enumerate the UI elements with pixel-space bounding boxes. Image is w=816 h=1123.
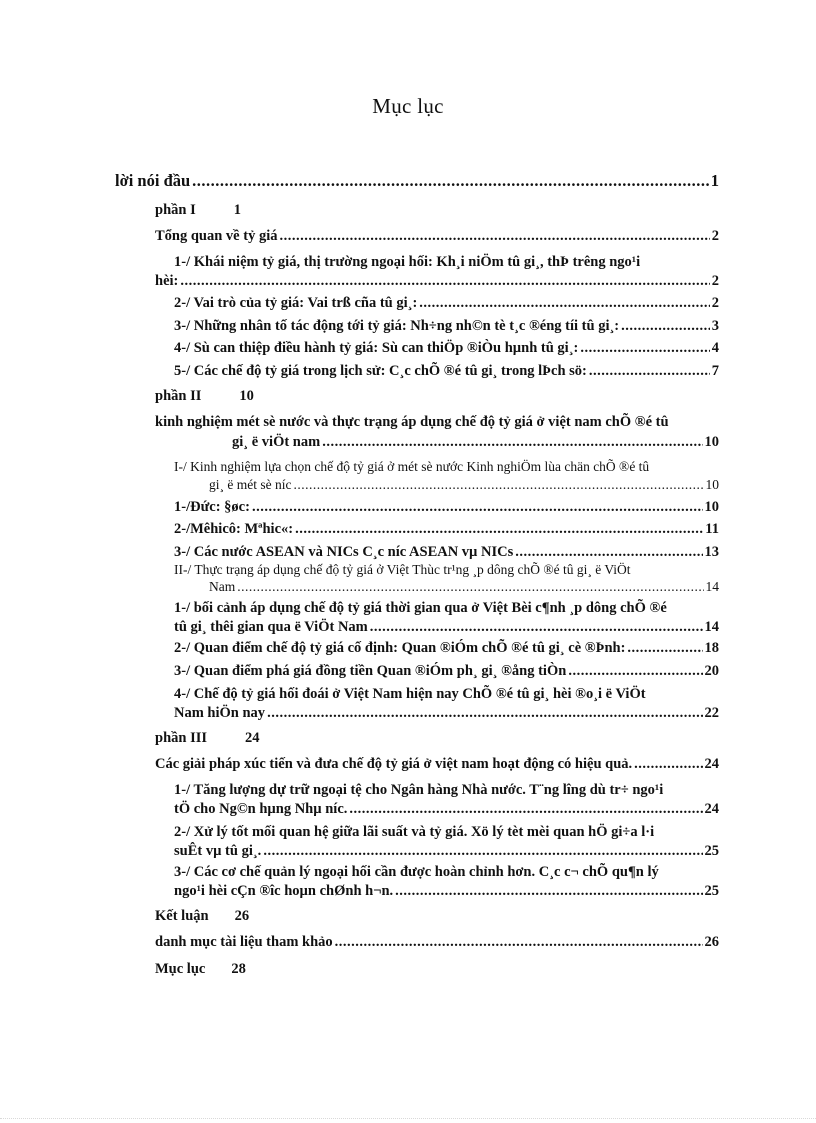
toc-entry-text: phần II	[155, 388, 202, 404]
toc-entry-text: 1-/ bối cảnh áp dụng chế độ tỷ giá thời gian qua ở Việt Bèi c¶nh ¸p dông chÕ ®é	[174, 600, 667, 616]
toc-page-number: 24	[704, 756, 719, 772]
dot-leader	[621, 315, 710, 337]
toc-page-number: 26	[704, 934, 719, 950]
dot-leader	[634, 753, 702, 775]
page-bottom-border	[0, 1118, 816, 1119]
dot-leader	[335, 931, 703, 953]
dot-leader	[419, 292, 709, 314]
toc-entry-text: 3-/ Những nhân tố tác động tới tỷ giá: Nh÷ng nh©n tè t¸c ®éng tíi tû gi¸:	[174, 318, 620, 334]
toc-entry-text: 2-/ Xử lý tốt mối quan hệ giữa lãi suất và tỷ giá. Xö lý tèt mèi quan hÖ gi÷a l·i	[174, 824, 655, 840]
dot-leader	[370, 616, 703, 638]
toc-page-number: 2	[711, 273, 719, 289]
toc-entry-text: Tổng quan về tỷ giá	[155, 228, 278, 244]
toc-entry-p2-II-4-cont[interactable]	[174, 702, 719, 724]
toc-entry-p3-1-cont[interactable]	[174, 798, 719, 820]
toc-entry-p2-title-cont[interactable]	[232, 431, 719, 453]
toc-entry-text: lời nói đầu	[115, 171, 191, 190]
page-title: Mục lục	[372, 94, 444, 118]
dot-leader	[580, 337, 709, 359]
dot-leader	[252, 496, 703, 518]
toc-entry-text: kinh nghiệm mét sè nước và thực trạng áp dụng chế độ tỷ giá ở việt nam chÕ ®é tû	[155, 414, 669, 430]
toc-page-number: 10	[704, 499, 719, 515]
dot-leader	[180, 270, 709, 292]
toc-entry-p1-1-cont[interactable]	[155, 270, 719, 292]
toc-entry-conclusion[interactable]	[155, 905, 719, 927]
dot-leader	[349, 798, 702, 820]
dot-leader	[589, 360, 710, 382]
toc-entry-text: 2-/ Vai trò của tỷ giá: Vai trß cña tû gi¸:	[174, 295, 418, 311]
toc-entry-p1-5[interactable]	[174, 360, 719, 382]
toc-entry-text: Nam hiÖn nay	[174, 705, 266, 721]
toc-entry-p2-II-2[interactable]	[174, 637, 719, 659]
toc-entry-text: 3-/ Quan điểm phá giá đồng tiền Quan ®iÓm ph¸ gi¸ ®ång tiÒn	[174, 663, 567, 679]
toc-page-number: 10	[704, 434, 719, 450]
toc-entry-p2-II-cont[interactable]	[209, 576, 719, 598]
dot-leader	[627, 637, 702, 659]
toc-page-number: 1	[710, 171, 719, 190]
toc-page-number: 7	[711, 363, 719, 379]
toc-entry-p2-II-3[interactable]	[174, 660, 719, 682]
toc-entry-toc[interactable]	[155, 958, 719, 980]
toc-entry-text: 1-/ Khái niệm tỷ giá, thị trường ngoại hối: Kh¸i niÖm tû gi¸, thÞ trêng ngo¹i	[174, 254, 641, 270]
toc-entry-text: 5-/ Các chế độ tỷ giá trong lịch sử: C¸c chÕ ®é tû gi¸ trong lÞch sö:	[174, 363, 587, 379]
dot-leader	[322, 431, 702, 453]
toc-entry-preface[interactable]	[115, 170, 719, 192]
toc-entry-p2-2[interactable]	[174, 518, 719, 540]
toc-entry-text: 4-/ Chế độ tỷ giá hối đoái ở Việt Nam hiện nay ChÕ ®é tû gi¸ hèi ®o¸i ë ViÖt	[174, 686, 646, 702]
toc-entry-text: Mục lục	[155, 961, 206, 977]
toc-entry-text: I-/ Kinh nghiệm lựa chọn chế độ tỷ giá ở mét sè nước Kinh nghiÖm lùa chän chÕ ®é tû	[174, 459, 650, 474]
toc-page-number: 1	[233, 202, 241, 218]
dot-leader	[568, 660, 702, 682]
toc-entry-p3-title[interactable]	[155, 753, 719, 775]
toc-entry-text: tû gi¸ thêi gian qua ë ViÖt Nam	[174, 619, 368, 635]
toc-page-number: 26	[234, 908, 250, 924]
dot-leader	[237, 576, 703, 598]
toc-entry-p2-I-cont[interactable]	[209, 474, 719, 496]
dot-leader	[395, 880, 702, 902]
toc-page-number: 25	[704, 843, 719, 859]
toc-entry-text: tÖ cho Ng©n hµng Nhµ níc.	[174, 801, 348, 817]
dot-leader	[267, 702, 702, 724]
toc-entry-text: 3-/ Các cơ chế quản lý ngoại hối cần được hoàn chỉnh hơn. C¸c c¬ chÕ qu¶n lý	[174, 864, 659, 880]
toc-entry-part3[interactable]	[155, 727, 719, 749]
toc-page-number: 2	[711, 228, 719, 244]
dot-leader	[295, 518, 703, 540]
toc-entry-p3-3-cont[interactable]	[174, 880, 719, 902]
toc-entry-text: suÊt vµ tû gi¸.	[174, 843, 262, 859]
toc-entry-p3-2-cont[interactable]	[174, 840, 719, 862]
toc-page-number: 24	[245, 730, 260, 746]
toc-entry-text: ngo¹i hèi cÇn ®îc hoµn chØnh h¬n.	[174, 883, 394, 899]
toc-page-number: 20	[704, 663, 719, 679]
toc-entry-text: Các giải pháp xúc tiến và đưa chế độ tỷ giá ở việt nam hoạt động có hiệu quả.	[155, 756, 633, 772]
toc-entry-text: 4-/ Sù can thiệp điều hành tỷ giá: Sù can thiÖp ®iÒu hµnh tû gi¸:	[174, 340, 579, 356]
toc-entry-text: II-/ Thực trạng áp dụng chế độ tỷ giá ở Việt Thùc tr¹ng ¸p dông chÕ ®é tû gi¸ ë ViÖt	[174, 562, 631, 577]
toc-page-number: 4	[711, 340, 719, 356]
toc-page-number: 22	[704, 705, 719, 721]
toc-entry-text: hèi:	[155, 273, 179, 289]
toc-page-number: 10	[239, 388, 254, 404]
toc-page-number: 3	[711, 318, 719, 334]
toc-entry-part1[interactable]	[155, 199, 719, 221]
dot-leader	[279, 225, 709, 247]
toc-entry-p1-3[interactable]	[174, 315, 719, 337]
dot-leader	[263, 840, 702, 862]
toc-entry-p1-2[interactable]	[174, 292, 719, 314]
toc-entry-text: 3-/ Các nước ASEAN và NICs C¸c níc ASEAN vµ NICs	[174, 544, 514, 560]
toc-entry-text: 1-/ Tăng lượng dự trữ ngoại tệ cho Ngân hàng Nhà nước. T¨ng lîng dù tr÷ ngo¹i	[174, 782, 664, 798]
toc-entry-text: Kết luận	[155, 908, 209, 924]
toc-page-number: 13	[704, 544, 719, 560]
toc-page-number: 24	[704, 801, 719, 817]
toc-entry-text: gi¸ ë mét sè níc	[209, 477, 292, 492]
toc-page-number: 14	[704, 619, 719, 635]
toc-page-number: 2	[711, 295, 719, 311]
toc-entry-text: danh mục tài liệu tham khảo	[155, 934, 333, 950]
toc-entry-p1-4[interactable]	[174, 337, 719, 359]
toc-entry-text: Nam	[209, 579, 236, 594]
toc-page-number: 18	[704, 640, 719, 656]
toc-entry-references[interactable]	[155, 931, 719, 953]
toc-page-number: 10	[705, 477, 719, 492]
toc-entry-text: phần III	[155, 730, 207, 746]
toc-page-number: 25	[704, 883, 719, 899]
toc-entry-text: gi¸ ë viÖt nam	[232, 434, 321, 450]
toc-entry-text: 2-/Mêhicô: Mªhic«:	[174, 521, 294, 537]
toc-page-number: 11	[705, 521, 719, 537]
toc-entry-p2-II-1-cont[interactable]	[174, 616, 719, 638]
toc-entry-p2-1[interactable]	[174, 496, 719, 518]
toc-page-number: 14	[705, 579, 719, 594]
toc-page-number: 28	[231, 961, 246, 977]
dot-leader	[192, 170, 709, 192]
toc-entry-p1-overview[interactable]	[155, 225, 719, 247]
toc-entry-text: phần I	[155, 202, 196, 218]
toc-entry-text: 1-/Đức: §øc:	[174, 499, 250, 515]
dot-leader	[293, 474, 703, 496]
toc-entry-p2-title[interactable]	[155, 411, 739, 433]
toc-entry-part2[interactable]	[155, 385, 719, 407]
toc-entry-text: 2-/ Quan điểm chế độ tỷ giá cố định: Quan ®iÓm chÕ ®é tû gi¸ cè ®Þnh:	[174, 640, 626, 656]
